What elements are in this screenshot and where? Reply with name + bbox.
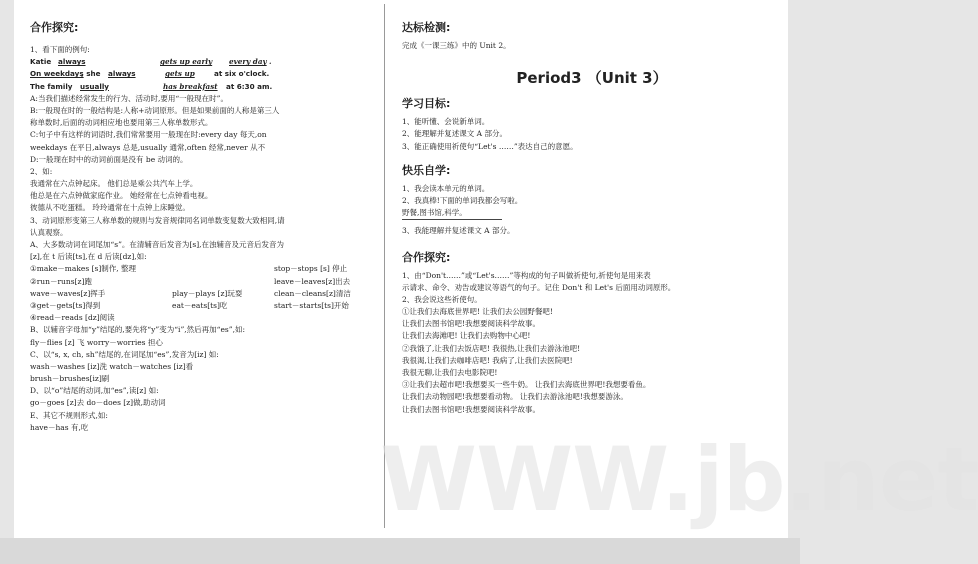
ex3-verb: has breakfast [163,81,218,91]
coop-line: 我很渴,让我们去咖啡店吧! 我病了,让我们去医院吧! [402,355,573,365]
ex1-subject: Katie [30,57,52,67]
self-study-item: 野餐,图书馆,科学。 [402,208,467,218]
body-line: have－has 有,吃 [30,422,89,432]
body-line: E、其它不规则形式,如: [30,410,108,420]
coop-line: 让我们去动物园吧!我想要看动物。 让我们去游泳池吧!我想要游泳。 [402,392,628,402]
body-line: 3、动词原形变第三人称单数的规则与发音规律同名词单数变复数大致相同,请 [30,215,285,225]
verb-pair-row [30,288,380,300]
coop-line: 让我们去海滩吧! 让我们去购物中心吧! [402,331,531,341]
body-line: 他总是在六点钟做家庭作业。 她经常在七点钟看电视。 [30,191,213,201]
self-study-item: 3、我能理解并复述课文 A 部分。 [402,226,515,236]
coop-line: ②我饿了,让我们去饭店吧! 我很热,让我们去游泳池吧! [402,343,581,353]
body-line: C、以“s, x, ch, sh”结尾的,在词尾加“es”,发音为[iz] 如: [30,349,219,359]
body-line: wash－washes [iz]洗 watch－watches [iz]看 [30,361,194,371]
body-line: fly－flies [z] 飞 worry－worries 担心 [30,337,163,347]
ex3-rest: at 6:30 am. [226,81,273,91]
body-line: 认真观察。 [30,227,68,237]
self-study-item: 1、我会读本单元的单词。 [402,183,490,193]
body-line: [z],在 t 后读[ts],在 d 后读[dz],如: [30,252,147,262]
example-sentence-3 [30,81,380,93]
ex2-subject: , she [81,69,101,79]
body-line: 2、如: [30,166,53,176]
body-line: 我通常在六点钟起床。 他们总是乘公共汽车上学。 [30,179,198,189]
coop-line: 示请求、命令、劝告或建议等语气的句子。记住 Don't 和 Let's 后面用动词原形。 [402,282,676,292]
verb-pair-row [30,276,380,288]
period-title: Period3 （Unit 3） [516,69,668,88]
verb-pair: ③get－gets[ts]得到 [30,300,101,310]
body-line: B、以辅音字母加“y”结尾的,要先将“y”变为“i”,然后再加“es”,如: [30,325,246,335]
verb-pair: eat－eats[ts]吃 [172,300,228,310]
verb-pair: wave－waves[z]挥手 [30,288,106,298]
verb-pair: leave－leaves[z]出去 [274,276,351,286]
check-heading: 达标检测: [402,21,451,34]
body-line: B:一般现在时的一般结构是:人称+动词原形。但是如果前面的人称是第三人 [30,105,280,115]
self-study-item: 2、我真棒!下面的单词我都会写啦。 [402,195,523,205]
verb-pair: ②run－runs[z]跑 [30,276,92,286]
verb-pair: stop－stops [s] 停止 [274,264,348,274]
verb-pair: play－plays [z]玩耍 [172,288,243,298]
verb-pair-row [30,300,380,312]
goal-item: 1、能听懂、会说新单词。 [402,117,490,127]
verb-pair: ①make－makes [s]制作, 整理 [30,264,137,274]
ex1-adverb: always [58,57,86,67]
body-line: A:当我们描述经常发生的行为、活动时,要用“一般现在时”。 [30,93,228,103]
body-line: 称单数时,后面的动词相应地也要用第三人称单数形式。 [30,118,213,128]
ex2-adverb: always [108,69,136,79]
body-line: 彼德从不吃蛋糕。 玲玲通常在十点钟上床睡觉。 [30,203,190,213]
left-column [30,0,380,434]
watermark: WWW.jb.net [380,428,978,531]
goal-item: 3、能正确使用祈使句“Let's ……”表达自己的意愿。 [402,141,578,151]
ex2-verb: gets up [165,69,195,79]
goals-heading: 学习目标: [402,97,451,111]
body-line: go－goes [z]去 do－does [z]做,助动词 [30,398,166,408]
coop-line: ①让我们去海底世界吧! 让我们去公园野餐吧! [402,307,553,317]
coop-line: 让我们去图书馆吧!我想要阅读科学故事。 [402,404,541,414]
verb-pair: clean－cleans[z]清洁 [274,288,351,298]
right-column [402,0,782,416]
coop-line: 1、由“Don't……”或“Let's……”等构成的句子叫做祈使句,祈使句是用来表 [402,270,651,280]
coop-line: 2、我会说这些祈使句。 [402,294,482,304]
coop-line: 让我们去图书馆吧!我想要阅读科学故事。 [402,319,541,329]
verb-pair-row [30,312,380,324]
self-study-heading: 快乐自学: [402,163,451,177]
example-sentence-1 [30,56,380,68]
coop-line: ③让我们去超市吧!我想要买一些牛奶。 让我们去海底世界吧!我想要看鱼。 [402,380,651,390]
goal-item: 2、能理解并复述课文 A 部分。 [402,129,507,139]
ex1-verb: gets up early [160,57,213,67]
verb-pair: start－starts[ts]开始 [274,300,349,310]
blank-rule [402,219,502,220]
intro-text: 1、看下面的例句: [30,45,90,54]
body-line: A、大多数动词在词尾加“s”。在清辅音后发音为[s],在浊辅音及元音后发音为 [30,240,285,249]
ex2-time: On weekdays [30,69,84,79]
body-line: weekdays 在平日,always 总是,usually 通常,often 经常,never 从不 [30,142,266,152]
ex1-time: every day [229,57,267,67]
body-line: D:一般现在时中的动词前面是没有 be 动词的。 [30,154,188,164]
body-line: D、以“o”结尾的动词,加“es”,读[z] 如: [30,386,159,396]
coop-line: 我很无聊,让我们去电影院吧! [402,368,498,377]
check-task: 完成《一课三练》中的 Unit 2。 [402,41,511,50]
body-line: brush－brushes[iz]刷 [30,374,110,384]
left-heading: 合作探究: [30,21,79,34]
verb-pair-row [30,263,380,275]
ex2-rest: at six o'clock. [214,69,270,79]
body-line: C:句子中有这样的词语时,我们常常要用一般现在时:every day 每天,on [30,130,267,140]
ex3-subject: The family [30,81,73,91]
ex3-adverb: usually [80,81,109,91]
coop-heading: 合作探究: [402,250,451,264]
page-bottom-band [0,538,800,564]
verb-pair: ④read－reads [dz]阅读 [30,313,115,323]
example-sentence-2 [30,68,380,80]
ex1-period: . [269,57,272,67]
